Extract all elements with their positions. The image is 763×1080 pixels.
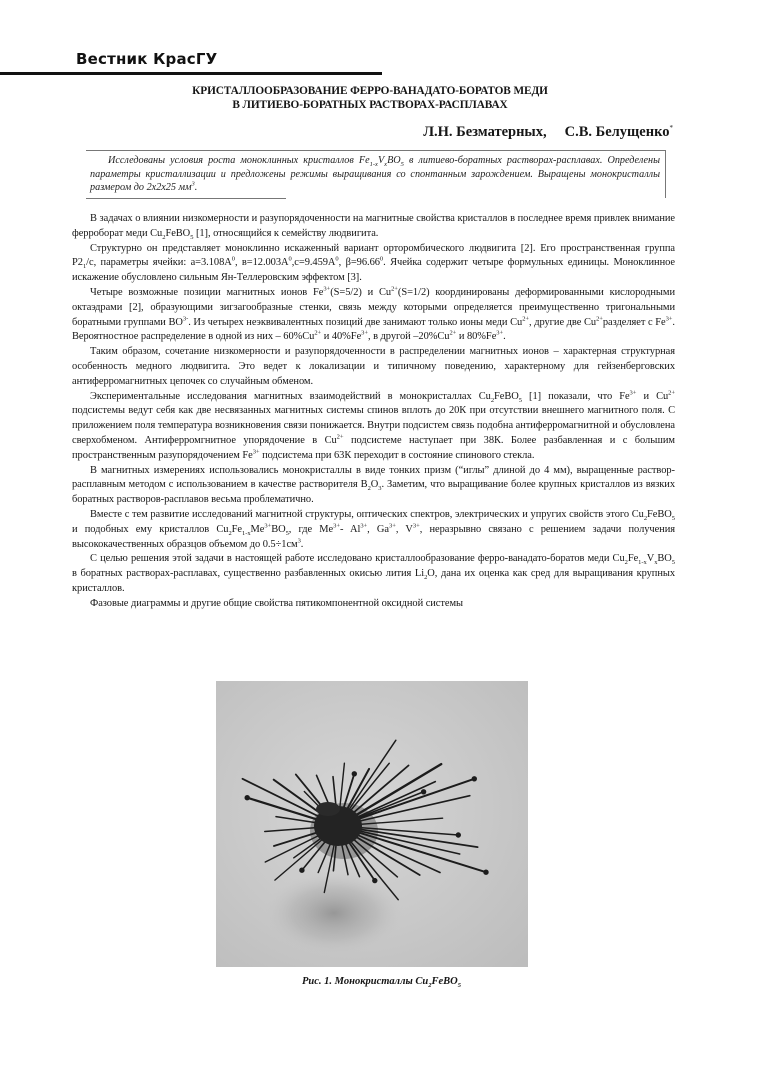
article-title — [120, 85, 620, 112]
article-body — [72, 212, 675, 612]
title-line-2: В ЛИТИЕВО-БОРАТНЫХ РАСТВОРАХ-РАСПЛАВАХ — [232, 98, 508, 111]
paragraph-2: Структурно он представляет моноклинно искаженный вариант орторомбического людвигита [2]. Его пространственная группа $P2_1/c$, параметры ячейки: $a=3.108A^0$, $в=12.003A^0,c=9.459A^0$, $\beta=96.66^0$. Ячейка содержит четыре формульных единицы. Моноклинное искажение обусловлено сильным Ян-Теллеровским эффектом [3]. — [72, 242, 676, 284]
crystal-needle-tip — [245, 796, 249, 800]
crystal-needle-tip — [421, 790, 425, 794]
crystal-needle-tip — [472, 777, 476, 781]
paragraph-5: Экспериментальные исследования магнитных взаимодействий в монокристаллах $Cu_2FeBO_5$ [1] показали, что $Fe^{3+}$ и $Cu^{2+}$ подсистемы ведут себя как две несвязанных магнитных системы спинов вплоть до 20К при отсутствии внешнего магнитного поля. С приложением поля температура возникновения связи понижается. Внутри подсистем связь подобна антиферромагнитной и обусловлена сверхобменом. Антиферромгнитное упорядочение в $Cu^{2+}$ подсистеме наступает при 38К. Более разбавленная и с большим пространственным разупорядочением $Fe^{3+}$ подсистема при 63К переходит в состояние спинового стекла. — [72, 389, 675, 461]
author-1: Л.Н. Безматерных, — [423, 124, 547, 140]
title-line-1: КРИСТАЛЛООБРАЗОВАНИЕ ФЕРРО-ВАНАДАТО-БОРАТОВ МЕДИ — [192, 85, 548, 97]
abstract-text: Исследованы условия роста моноклинных кристаллов $Fe_{1-x}V_xBO_5$ в литиево-боратных растворах-расплавах. Определены параметры кристаллизации и предложены режимы выращивания со спонтанным зарождением. Выращены монокристаллы размером до 2x2x25 $мм^3$. — [90, 155, 660, 194]
crystal-needle-tip — [300, 868, 304, 872]
author-footnote-mark: * — [669, 124, 673, 133]
paragraph-7: Вместе с тем развитие исследований магнитной структуры, оптических спектров, электрических и упругих свойств этого $Cu_2FeBO_5$ и подобных ему кристаллов $Cu_2Fe_{1-x}Me^{3+}BO_5$, где $Me^{3+}-$ $Al^{3+}$, $Ga^{3+}$, $V^{3+}$, неразрывно связано с решением задачи получения высококачественных образцов объемом до $0.5\div 1см^3$. — [72, 508, 676, 550]
paragraph-6: В магнитных измерениях использовались монокристаллы в виде тонких призм (“иглы” длиной до 4 мм), выращенные раствор-расплавным методом с использованием в качестве растворителя $B_2O_3$. Заметим, что выращивание более крупных кристаллов из вязких боратных растворов-расплавов весьма проблематично. — [72, 464, 675, 506]
paragraph-3: Четыре возможные позиции магнитных ионов $Fe^{3+}(S=5/2)$ и $Cu^{2+}(S=1/2)$ координированы деформированными кислородными октаэдрами [2], образующими зигзагообразные стенки, связь между которыми определяется преимущественно тригональными боратными группами $BO^{3-}$. Из четырех неэквивалентных позиций две занимают только ионы меди $Cu^{2+}$, другие две $Cu^{2+}разделяет$ с $Fe^{3+}$. Вероятностное распределение в одной из них – $60\%Cu^{2+}$ и $40\%Fe^{3+}$, в другой $-20\%Cu^{2+}$ и $80\%Fe^{3+}$. — [72, 285, 675, 343]
paragraph-1: В задачах о влиянии низкомерности и разупорядоченности на магнитные свойства кристаллов в последнее время привлек внимание ферроборат меди $Cu_2FeBO_5$ [1], относящийся к семейству людвигита. — [72, 213, 675, 241]
crystal-needle-tip — [373, 878, 377, 882]
author-2: С.В. Белущенко — [564, 124, 670, 140]
crystal-photo — [216, 681, 528, 967]
crystal-needle-tip — [484, 870, 488, 874]
crystal-needle-tip — [456, 833, 460, 837]
authors — [423, 124, 673, 141]
crystal-photo-image — [216, 681, 528, 967]
abstract-box — [86, 150, 666, 198]
journal-name: Вестник КрасГУ — [76, 50, 218, 68]
figure-caption: Рис. 1. Монокристаллы $Cu_2FeBO_5$ — [302, 976, 461, 990]
paragraph-4: Таким образом, сочетание низкомерности и разупорядоченности в распределении магнитных ионов – характерная структурная особенность медного людвигита. Это ведет к локализации и типичному поведению, характерному для гейзенберговских антиферромагнитных цепочек со случайным обменом. — [72, 346, 675, 387]
paragraph-8: С целью решения этой задачи в настоящей работе исследовано кристаллообразование ферро-ванадато-боратов меди $Cu_2Fe_{1-x}V_xBO_5$ в боратных растворах-расплавах, существенно разбавленных окисью лития $Li_2O$, дана их оценка как сред для выращивания крупных кристаллов. — [72, 553, 675, 594]
paragraph-9: Фазовые диаграммы и другие общие свойства пятикомпонентной оксидной системы — [90, 597, 464, 609]
crystal-needle-tip — [352, 772, 356, 776]
header-rule — [0, 72, 382, 75]
